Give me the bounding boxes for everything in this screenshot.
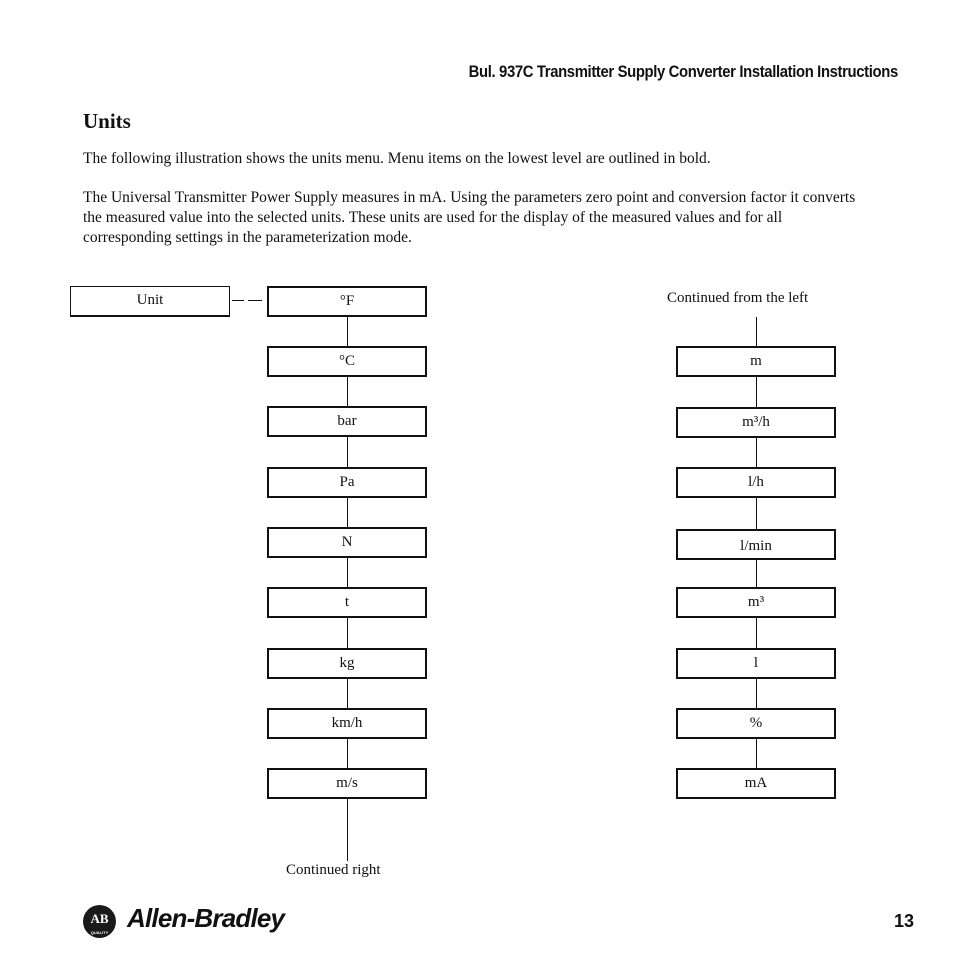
section-title: Units bbox=[83, 109, 131, 133]
unit-box-percent: % bbox=[676, 708, 836, 739]
unit-box-l: l bbox=[676, 648, 836, 679]
connector-line bbox=[232, 300, 244, 301]
unit-box-t: t bbox=[267, 587, 427, 618]
unit-box-kg: kg bbox=[267, 648, 427, 679]
connector-line bbox=[248, 300, 262, 301]
logo-subtext: QUALITY bbox=[90, 930, 109, 935]
unit-box-pa: Pa bbox=[267, 467, 427, 498]
brand-wordmark: Allen-Bradley bbox=[127, 903, 285, 933]
unit-box-lmin: l/min bbox=[676, 529, 836, 560]
allen-bradley-logo bbox=[83, 905, 116, 938]
unit-box-m3h: m³/h bbox=[676, 407, 836, 438]
unit-box-n: N bbox=[267, 527, 427, 558]
continued-right-caption: Continued right bbox=[286, 862, 381, 878]
document-header: Bul. 937C Transmitter Supply Converter Installation Instructions bbox=[468, 63, 898, 81]
unit-root-box: Unit bbox=[70, 286, 230, 317]
unit-box-ma: mA bbox=[676, 768, 836, 799]
logo-text: AB bbox=[90, 911, 109, 926]
unit-box-ms: m/s bbox=[267, 768, 427, 799]
unit-box-kmh: km/h bbox=[267, 708, 427, 739]
unit-box-celsius: °C bbox=[267, 346, 427, 377]
unit-box-lh: l/h bbox=[676, 467, 836, 498]
intro-paragraph: The following illustration shows the units menu. Menu items on the lowest level are outlined in bold. bbox=[83, 150, 711, 167]
unit-box-m3: m³ bbox=[676, 587, 836, 618]
continued-from-left-caption: Continued from the left bbox=[667, 290, 809, 306]
unit-box-fahrenheit: °F bbox=[267, 286, 427, 317]
unit-box-bar: bar bbox=[267, 406, 427, 437]
page-number: 13 bbox=[893, 911, 914, 931]
unit-box-m: m bbox=[676, 346, 836, 377]
description-paragraph: The Universal Transmitter Power Supply measures in mA. Using the parameters zero point and conversion factor it converts the measured value into the selected units. These units are used for the display of the measured values and for all corresponding settings in the parameterization mode. bbox=[83, 189, 856, 246]
